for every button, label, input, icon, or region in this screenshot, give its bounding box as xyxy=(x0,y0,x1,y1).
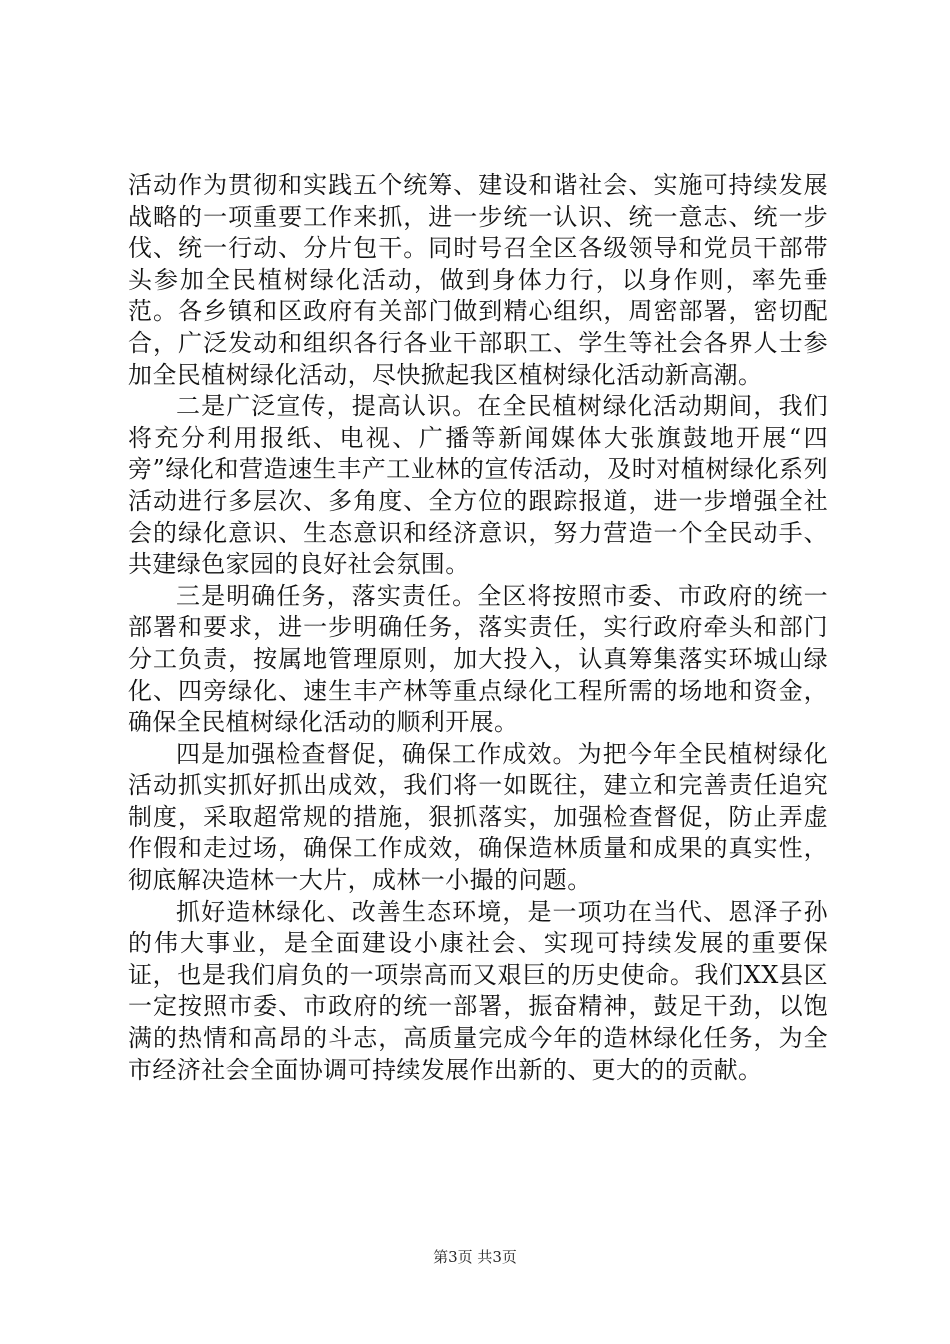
paragraph-continuation: 活动作为贯彻和实践五个统筹、建设和谐社会、实施可持续发展战略的一项重要工作来抓，进一步统一认识、统一意志、统一步伐、统一行动、分片包干。同时号召全区各级领导和党员干部带头参加全民植树绿化活动，做到身体力行，以身作则，率先垂范。各乡镇和区政府有关部门做到精心组织，周密部署，密切配合，广泛发动和组织各行各业干部职工、学生等社会各界人士参加全民植树绿化活动，尽快掀起我区植树绿化活动新高潮。 xyxy=(128,171,828,389)
paragraph-supervision: 四是加强检查督促，确保工作成效。为把今年全民植树绿化活动抓实抓好抓出成效，我们将一如既往，建立和完善责任追究制度，采取超常规的措施，狠抓落实，加强检查督促，防止弄虚作假和走过场，确保工作成效，确保造林质量和成果的真实性，彻底解决造林一大片，成林一小撮的问题。 xyxy=(128,739,828,895)
document-body xyxy=(128,170,828,1086)
page-number-footer: 第3页 共3页 xyxy=(433,1248,517,1266)
paragraph-publicity: 二是广泛宣传，提高认识。在全民植树绿化活动期间，我们将充分利用报纸、电视、广播等新闻媒体大张旗鼓地开展“四旁”绿化和营造速生丰产工业林的宣传活动，及时对植树绿化系列活动进行多层次、多角度、全方位的跟踪报道，进一步增强全社会的绿化意识、生态意识和经济意识，努力营造一个全民动手、共建绿色家园的良好社会氛围。 xyxy=(128,392,828,579)
paragraph-responsibility: 三是明确任务，落实责任。全区将按照市委、市政府的统一部署和要求，进一步明确任务，落实责任，实行政府牵头和部门分工负责，按属地管理原则，加大投入，认真筹集落实环城山绿化、四旁绿化、速生丰产林等重点绿化工程所需的场地和资金，确保全民植树绿化活动的顺利开展。 xyxy=(128,581,828,737)
paragraph-conclusion: 抓好造林绿化、改善生态环境，是一项功在当代、恩泽子孙的伟大事业，是全面建设小康社会、实现可持续发展的重要保证，也是我们肩负的一项崇高而又艰巨的历史使命。我们XX县区一定按照市委、市政府的统一部署，振奋精神，鼓足干劲，以饱满的热情和高昂的斗志，高质量完成今年的造林绿化任务，为全市经济社会全面协调可持续发展作出新的、更大的的贡献。 xyxy=(128,897,828,1084)
